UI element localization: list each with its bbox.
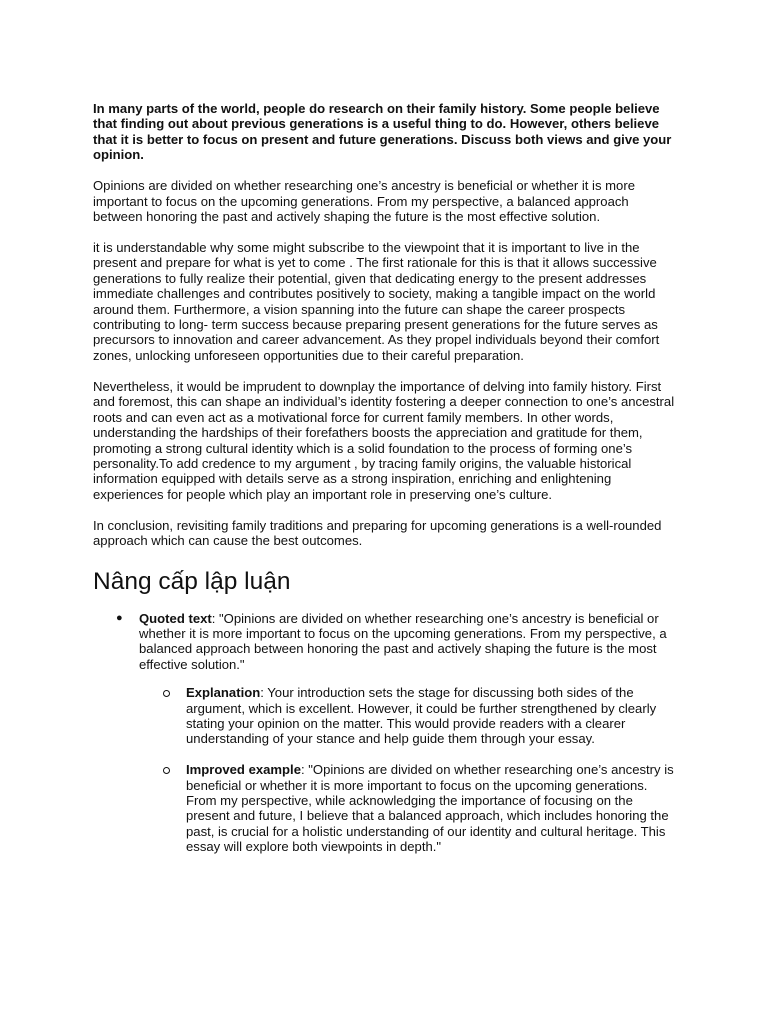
feedback-sublist: [139, 685, 679, 854]
hollow-bullet-icon: [163, 690, 170, 697]
essay-body-paragraph-1: it is understandable why some might subscribe to the viewpoint that it is important to live in the present and prepare for what is yet to come . The first rationale for this is that it allows successive generations to fully realize their potential, given that dedicating energy to the present addresses immediate challenges and contributes positively to society, making a tangible impact on the world around them. Furthermore, a vision spanning into the future can shape the career prospects contributing to long- term success because preparing present generations for the future serves as precursors to innovation and career advancement. As they propel individuals beyond their comfort zones, unlocking unforeseen opportunities due to their careful preparation.: [93, 240, 660, 363]
document-page: [93, 101, 679, 870]
hollow-bullet-icon: [163, 767, 170, 774]
quoted-text-item: [93, 611, 679, 855]
essay-intro-paragraph: Opinions are divided on whether researching one’s ancestry is beneficial or whether it is more important to focus on the upcoming generations. From my perspective, a balanced approach between honoring the past and actively shaping the future is the most effective solution.: [93, 178, 635, 225]
improved-example-label: Improved example: [186, 762, 301, 778]
essay-prompt: In many parts of the world, people do research on their family history. Some people believe that finding out about previous generations is a useful thing to do. However, others believe that it is better to focus on present and future generations. Discuss both views and give your opinion.: [93, 101, 672, 163]
explanation-body: : Your introduction sets the stage for discussing both sides of the argument, which is excellent. However, it could be further strengthened by clearly stating your opinion on the matter. This would provide readers with a clearer understanding of your stance and help guide them through your essay.: [186, 685, 657, 747]
bullet-dot-icon: ●: [116, 611, 123, 624]
improved-example-item: [139, 762, 679, 854]
feedback-list: [93, 611, 679, 855]
improved-example-body: : "Opinions are divided on whether researching one’s ancestry is beneficial or whether it is more important to focus on the upcoming generations. From my perspective, while acknowledging the importance of focusing on the present and future, I believe that a balanced approach, which includes honoring the past, is crucial for a holistic understanding of our identity and cultural heritage. This essay will explore both viewpoints in depth.": [186, 762, 674, 855]
section-heading: Nâng cấp lập luận: [93, 567, 291, 595]
quoted-text-body: : "Opinions are divided on whether researching one’s ancestry is beneficial or whether it is more important to focus on the upcoming generations. From my perspective, a balanced approach between honoring the past and actively shaping the future is the most effective solution.": [139, 610, 667, 672]
essay-body-paragraph-2: Nevertheless, it would be imprudent to downplay the importance of delving into family history. First and foremost, this can shape an individual’s identity fostering a deeper connection to one’s ancestral roots and can even act as a motivational force for current family members. In other words, understanding the hardships of their forefathers boosts the appreciation and gratitude for them, promoting a strong cultural identity which is a solid foundation to the process of forming one’s personality.To add credence to my argument , by tracing family origins, the valuable historical information equipped with details serve as a strong inspiration, enriching and enlightening experiences for people which play an important role in preserving one’s culture.: [93, 378, 675, 502]
essay-conclusion-paragraph: In conclusion, revisiting family traditions and preparing for upcoming generations is a well-rounded approach which can cause the best outcomes.: [93, 517, 662, 549]
quoted-text-label: Quoted text: [139, 610, 212, 626]
explanation-label: Explanation: [186, 685, 261, 701]
explanation-item: [139, 685, 679, 747]
